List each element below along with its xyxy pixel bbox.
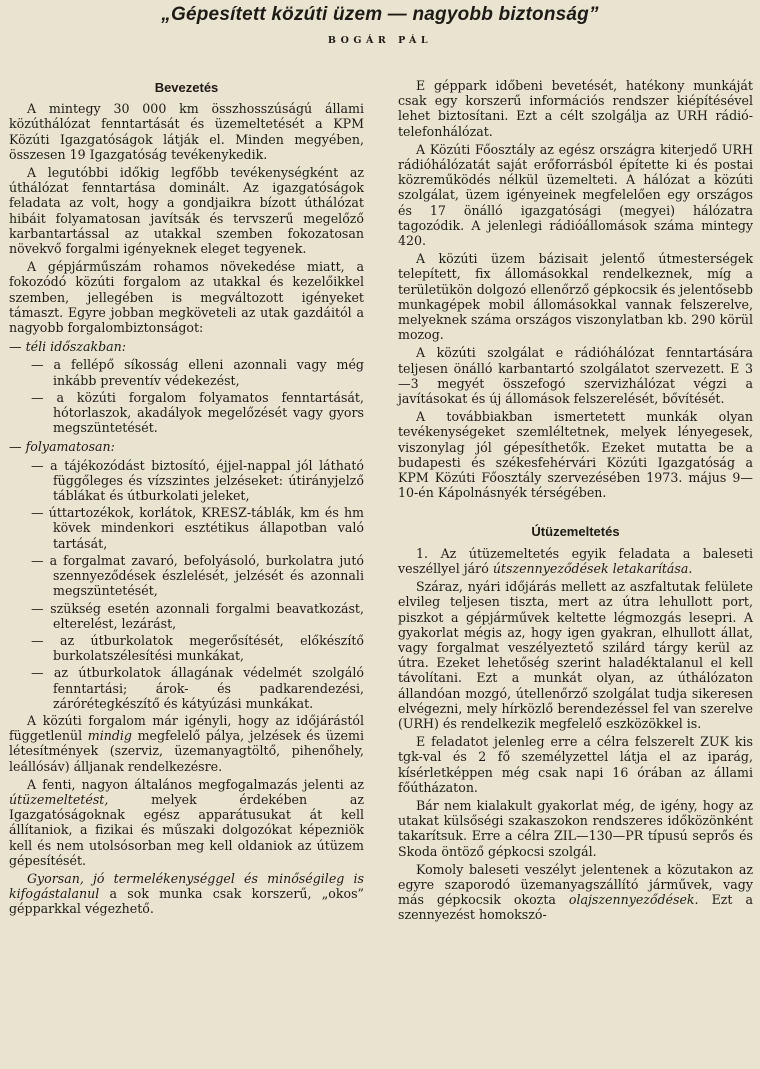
emphasis: olajszennyeződések.	[568, 892, 699, 908]
list-lead-text: — téli időszakban:	[9, 339, 127, 355]
list-item: — az útburkolatok megerősítését, előkészítő burkolatszélesítési munkákat,	[31, 632, 364, 664]
paragraph	[9, 777, 364, 868]
paragraph: E géppark időbeni bevetését, hatékony munkáját csak egy korszerű információs rendszer kiépítésével lehet biztosítani. Ezt a célt szolgálja az URH rádió-telefonhálózat.	[398, 78, 753, 139]
list-item: — a fellépő síkosság elleni azonnali vagy még inkább preventív védekezést,	[31, 357, 364, 388]
paragraph: A Közúti Főosztály az egész országra kiterjedő URH rádióhálózatát saját erőforrásból építette ki és postai közreműködés nélkül üzemelteti. A hálózat a közúti szolgálat, üzem igényeinek megfelelően egy országos és 17 önálló igazgatósági (megyei) hálózatra tagozódik. A jelenlegi rádióállomások száma mintegy 420.	[398, 141, 753, 249]
emphasis: útszennyeződések letakarítása.	[492, 560, 693, 576]
list-item: — a közúti forgalom folyamatos fenntartását, hótorlaszok, akadályok megelőzését vagy gyors megszüntetését.	[31, 389, 364, 436]
paragraph: A legutóbbi időkig legfőbb tevékenységként az úthálózat fenntartása dominált. Az igazgatóságok feladata az volt, hogy a gondjaikra bízott úthálózat hibáit folyamatosan javítsák és tervszerű megelőző karbantartással az utakkal szemben fokozatosan növekvő forgalmi igényeknek eleget tegyenek.	[9, 165, 364, 257]
text-span: A közúti forgalom már igényli, hogy az időjárástól függetlenül	[9, 712, 364, 744]
author-name: BOGÁR PÁL	[327, 35, 433, 46]
paragraph	[9, 713, 364, 774]
text-span: A fenti, nagyon általános megfogalmazás jelenti az	[27, 776, 364, 792]
emphasis: mindig	[87, 728, 132, 744]
text-span: Ezt a szennyezést homokszó-	[398, 892, 753, 923]
list-lead	[9, 439, 364, 454]
paragraph	[398, 546, 753, 576]
paragraph: A közúti szolgálat e rádióhálózat fenntartására teljesen önálló karbantartó szolgálatot szervezett. E 3—3 megyét összefogó szervizhálózat végzi a javításokat és új állomások felszerelését, bővítését.	[398, 345, 753, 407]
paragraph: Száraz, nyári időjárás mellett az aszfaltutak felülete elvileg teljesen tiszta, mert az útra lehullott port, piszkot a gépjárművek keltette légmozgás lesepri. A gyakorlat mégis az, hogy igen gyakran, elhullott állat, vagy forgalmat veszélyeztető szilárd tárgy kerül az útra. Ezeket lehetőség szerint haladéktalanul el kell távolítani. Ezt a munkát olyan, az úthálózaton állandóan mozgó, útellenőrző szolgálat tudja sikeresen elvégezni, mely hírközlő berendezéssel fel van szerelve (URH) és rendelkezik megfelelő eszközökkel is.	[398, 579, 753, 731]
paragraph: A közúti üzem bázisait jelentő útmesterségek telepített, fix állomásokkal rendelkeznek, míg a területükön dolgozó ellenőrző gépkocsik és jelentősebb munkagépek mobil állomásokkal vannak felszerelve, melyeknek száma országos viszonylatban kb. 290 körül mozog.	[398, 251, 753, 343]
paragraph: E feladatot jelenleg erre a célra felszerelt ZUK kis tgk-val és 2 fő személyzettel látja el az iparág, kísérletképpen még csak napi 16 órában az állami főútházaton.	[398, 734, 753, 795]
paragraph	[9, 871, 364, 917]
list-item: — úttartozékok, korlátok, KRESZ-táblák, km és hm kövek mindenkori esztétikus állapotban való tartását,	[31, 505, 364, 551]
article-title: „Gépesített közúti üzem — nagyobb biztonság”	[161, 4, 599, 25]
text-span: megfelelő pálya, jelzések és üzemi létesítmények (szerviz, üzemanyagtöltő, pihenőhely, leállósáv) álljanak rendelkezésre.	[9, 728, 364, 774]
paragraph: A gépjárműszám rohamos növekedése miatt, a fokozódó közúti forgalom az utakkal és kezelőikkel szemben, jellegében is megváltozott igényeket támaszt. Egyre jobban megköveteli az utak gazdáitól a nagyobb forgalombiztonságot:	[9, 259, 364, 336]
left-column	[9, 72, 364, 920]
list-lead	[9, 339, 364, 354]
emphasis: Gyorsan, jó termelékenységgel és minőségileg is kifogástalanul	[9, 870, 364, 902]
list-item: — az útburkolatok állagának védelmét szolgáló fenntartási; árok- és padkarendezési, zárórétegkészítő és kátyúzási munkákat.	[31, 665, 364, 711]
list-lead-text: — folyamatosan:	[9, 439, 115, 455]
text-span: Komoly baleseti veszélyt jelentenek a közutakon az egyre szaporodó üzemanyagszállító járművek, vagy más gépkocsik okozta	[398, 861, 753, 908]
section-heading-bevezetes: Bevezetés	[154, 80, 219, 95]
text-span: a sok munka csak korszerű, „okos” gépparkkal végezhető.	[9, 886, 364, 917]
emphasis: útüzemeltetést,	[9, 791, 109, 807]
paragraph: A továbbiakban ismertetett munkák olyan tevékenységeket szemléltetnek, melyek lényegesek, viszonylag jól gépesíthetők. Ezeket mutatta be a budapesti és székesfehérvári Közúti Igazgatóság a KPM Közúti Főosztály szervezésében 1973. május 9—10-én Kápolnásnyék térségében.	[398, 409, 753, 501]
text-span: melyek érdekében az Igazgatóságoknak egész apparátusukat át kell állítaniok, a fizikai és műszaki dolgozókat képezniök kell és nem utolsósorban meg kell oldaniok az útüzem gépesítését.	[9, 791, 364, 868]
list-item: — szükség esetén azonnali forgalmi beavatkozást, elterelést, lezárást,	[31, 600, 364, 631]
paragraph	[398, 862, 753, 923]
paragraph: Bár nem kialakult gyakorlat még, de igény, hogy az utakat külsőségi szakaszokon rendszeres időközönként takarítsuk. Erre a célra ZIL—130—PR típusú seprős és Skoda öntöző gépkocsi szolgál.	[398, 797, 753, 859]
paragraph: A mintegy 30 000 km összhosszúságú állami közúthálózat fenntartását és üzemeltetését a KPM Közúti Igazgatóságok látják el. Minden megyében, összesen 19 Igazgatóság tevékenykedik.	[9, 101, 364, 162]
text-span: 1. Az útüzemeltetés egyik feladata a baleseti veszéllyel járó	[398, 545, 753, 576]
section-heading-utuzemeltetes: Útüzemeltetés	[531, 524, 620, 540]
list-item: — a tájékozódást biztosító, éjjel-nappal jól látható függőleges és vízszintes jelzéseket: útirányjelző táblákat és útburkolati jeleket,	[31, 457, 364, 504]
right-column	[398, 78, 753, 926]
list-item: — a forgalmat zavaró, befolyásoló, burkolatra jutó szennyeződések észlelését, jelzését és azonnali megszüntetését,	[31, 552, 364, 599]
